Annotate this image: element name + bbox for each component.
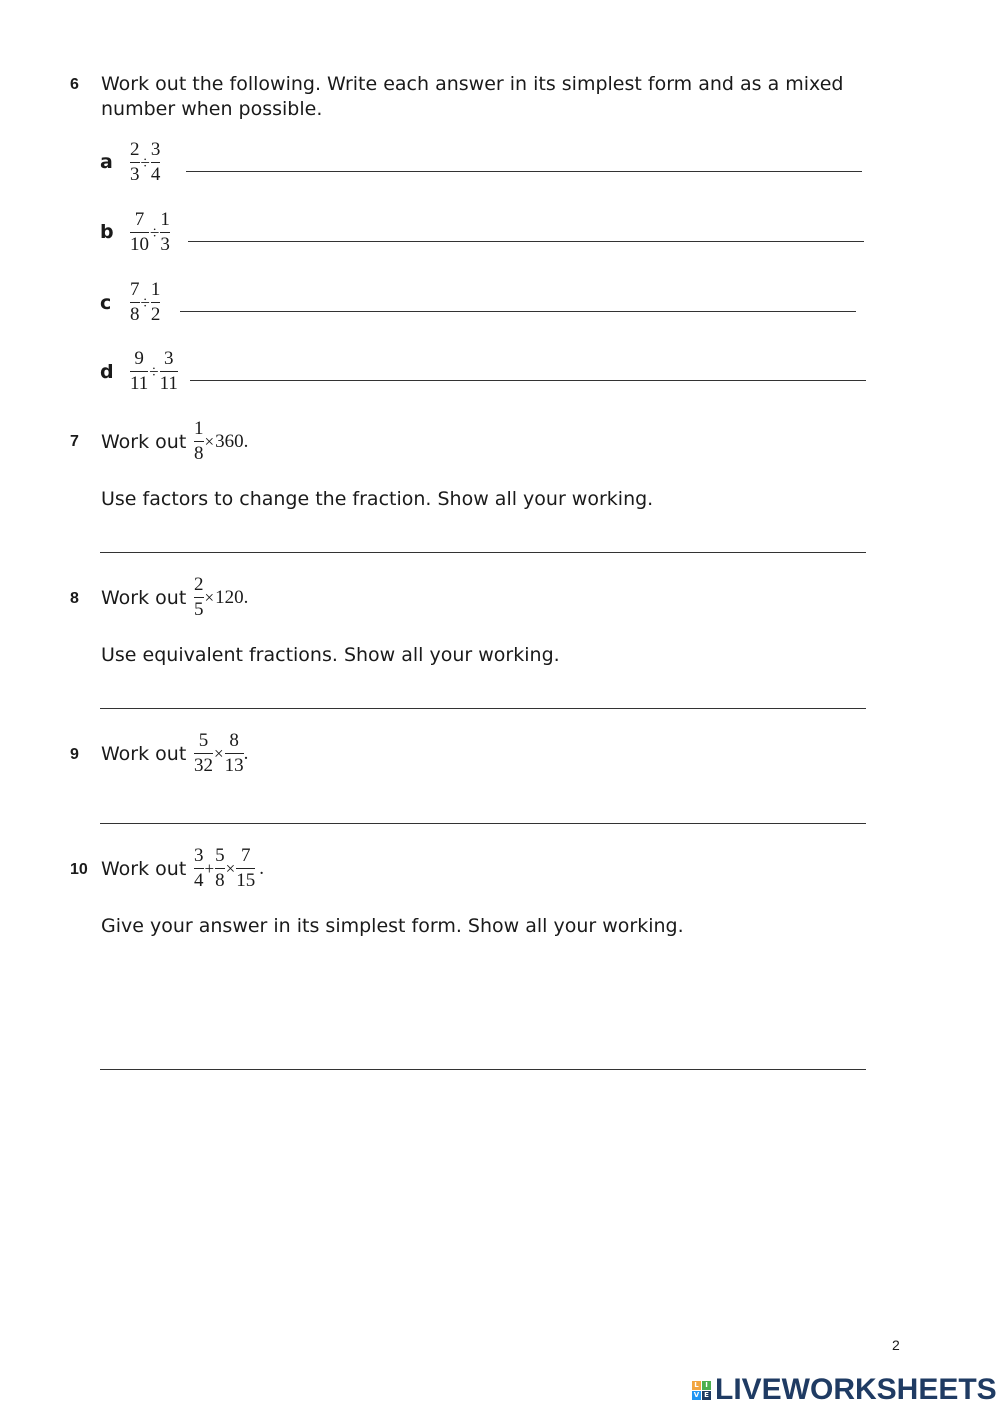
answer-line[interactable] xyxy=(190,380,866,381)
logo-block: E xyxy=(702,1391,711,1400)
logo-block: I xyxy=(702,1381,711,1390)
answer-line[interactable] xyxy=(100,823,866,824)
logo-block: L xyxy=(692,1381,701,1390)
question-number: 10 xyxy=(70,861,88,878)
question-text-continued: number when possible. xyxy=(101,98,323,120)
fraction-expression: $\frac{9}{11}$ ÷ $\frac{3}{11}$ xyxy=(130,348,178,394)
question-prefix: Work out xyxy=(101,743,187,765)
answer-line[interactable] xyxy=(186,171,862,172)
question-instruction: Give your answer in its simplest form. Show all your working. xyxy=(101,915,684,937)
answer-line[interactable] xyxy=(180,311,856,312)
question-prefix: Work out xyxy=(101,858,187,880)
part-label: d xyxy=(100,361,114,383)
answer-line[interactable] xyxy=(100,1069,866,1070)
question-prefix: Work out xyxy=(101,431,187,453)
question-instruction: Use equivalent fractions. Show all your working. xyxy=(101,644,560,666)
answer-line[interactable] xyxy=(100,708,866,709)
question-prefix: Work out xyxy=(101,587,187,609)
question-number: 6 xyxy=(70,76,79,93)
fraction-expression: $\frac{3}{4}$ + $\frac{5}{8}$ × $\frac{7}{15}$ . xyxy=(194,845,264,891)
answer-line[interactable] xyxy=(188,241,864,242)
question-instruction: Use factors to change the fraction. Show all your working. xyxy=(101,488,654,510)
fraction-expression: $\frac{2}{5}$ ×120. xyxy=(194,574,249,620)
logo-block: V xyxy=(693,1391,700,1399)
fraction-expression: $\frac{7}{8}$ ÷ $\frac{1}{2}$ xyxy=(130,279,161,325)
question-number: 8 xyxy=(70,590,79,607)
logo-blocks-icon xyxy=(692,1381,711,1400)
question-text: Work out the following. Write each answer in its simplest form and as a mixed xyxy=(101,73,844,95)
fraction-expression: $\frac{7}{10}$ ÷ $\frac{1}{3}$ xyxy=(130,209,170,255)
part-label: c xyxy=(100,292,112,314)
question-number: 7 xyxy=(70,433,79,450)
part-label: a xyxy=(100,151,113,173)
page-number: 2 xyxy=(892,1337,900,1353)
logo-text: LIVEWORKSHEETS xyxy=(715,1373,997,1406)
fraction-expression: $\frac{1}{8}$ ×360. xyxy=(194,418,249,464)
part-label: b xyxy=(100,221,114,243)
liveworksheets-logo[interactable] xyxy=(692,1373,997,1407)
fraction-expression: $\frac{2}{3}$ ÷ $\frac{3}{4}$ xyxy=(130,139,161,185)
answer-line[interactable] xyxy=(100,552,866,553)
question-number: 9 xyxy=(70,746,79,763)
fraction-expression: $\frac{5}{32}$ × $\frac{8}{13}$ . xyxy=(194,730,249,776)
